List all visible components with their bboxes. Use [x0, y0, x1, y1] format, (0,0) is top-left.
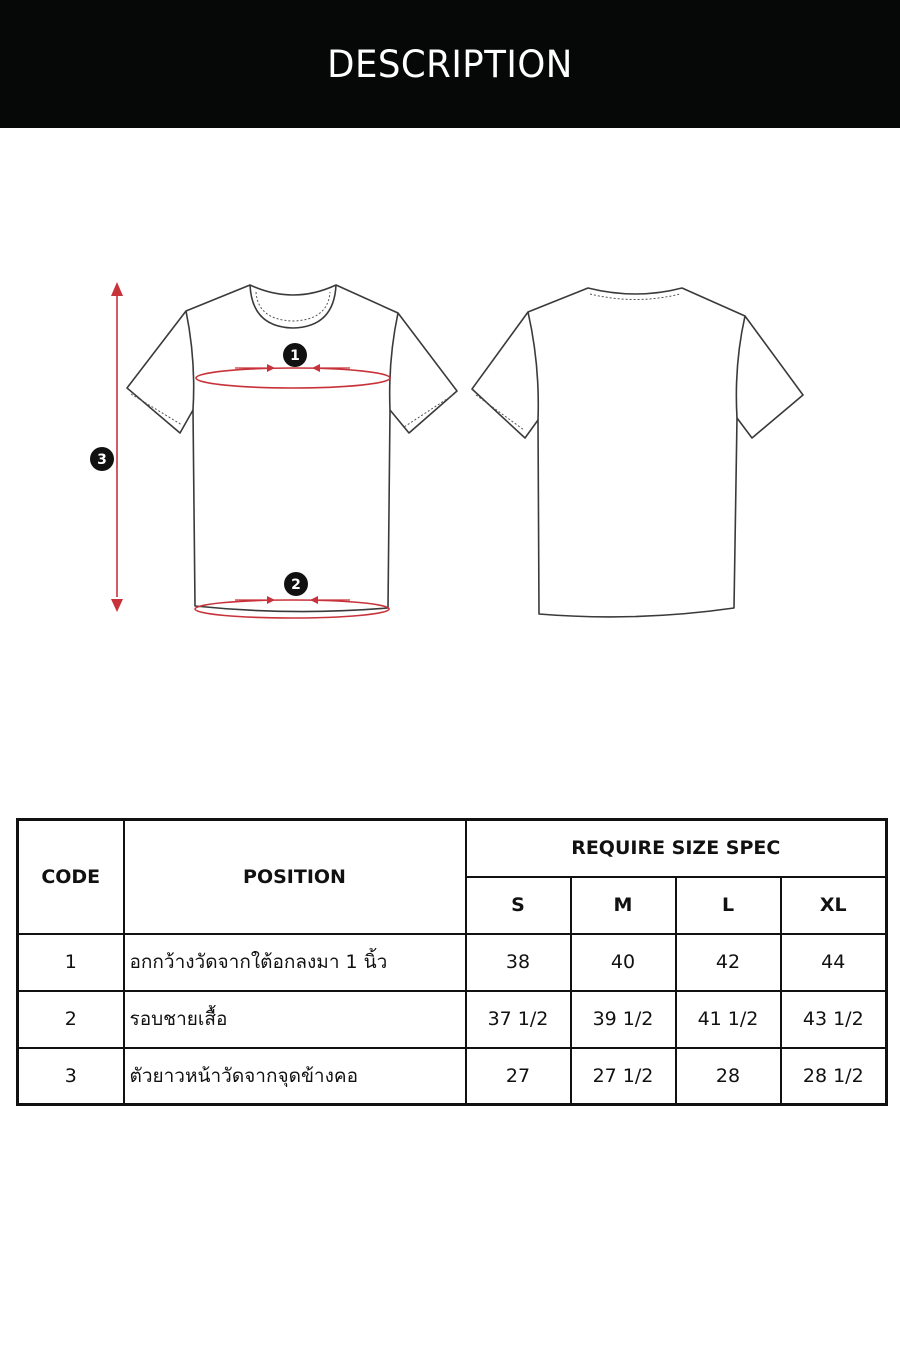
length-measure: [90, 282, 123, 612]
header-bar: [0, 0, 900, 128]
tshirt-measurement-diagram: [0, 128, 900, 748]
size-header-xl: XL: [781, 877, 887, 934]
row-code: 1: [18, 934, 124, 991]
back-shirt-outline: [472, 288, 803, 617]
row-code: 3: [18, 1048, 124, 1105]
row-value-xl: 44: [781, 934, 887, 991]
position-header: POSITION: [124, 820, 466, 934]
table-row: [18, 934, 887, 991]
marker-3-label: 3: [97, 452, 107, 468]
row-value-l: 42: [676, 934, 781, 991]
row-value-s: 38: [466, 934, 571, 991]
size-header-l: L: [676, 877, 781, 934]
row-position: อกกว้างวัดจากใต้อกลงมา 1 นิ้ว: [124, 934, 466, 991]
size-header-m: M: [571, 877, 676, 934]
table-row: [18, 991, 887, 1048]
row-value-xl: 43 1/2: [781, 991, 887, 1048]
row-value-xl: 28 1/2: [781, 1048, 887, 1105]
row-value-s: 37 1/2: [466, 991, 571, 1048]
spec-header: REQUIRE SIZE SPEC: [466, 820, 887, 877]
row-value-m: 27 1/2: [571, 1048, 676, 1105]
row-value-s: 27: [466, 1048, 571, 1105]
front-shirt-outline: [127, 285, 457, 612]
chest-measure: [196, 343, 390, 388]
row-value-l: 41 1/2: [676, 991, 781, 1048]
table-row: [18, 1048, 887, 1105]
row-position: ตัวยาวหน้าวัดจากจุดข้างคอ: [124, 1048, 466, 1105]
row-value-m: 40: [571, 934, 676, 991]
page-title: DESCRIPTION: [327, 42, 573, 86]
size-header-s: S: [466, 877, 571, 934]
row-code: 2: [18, 991, 124, 1048]
size-spec-table: [16, 818, 888, 1106]
code-header: CODE: [18, 820, 124, 934]
row-position: รอบชายเสื้อ: [124, 991, 466, 1048]
row-value-l: 28: [676, 1048, 781, 1105]
marker-2-label: 2: [291, 577, 301, 593]
row-value-m: 39 1/2: [571, 991, 676, 1048]
marker-1-label: 1: [290, 348, 300, 364]
back-stitching: [476, 294, 680, 430]
